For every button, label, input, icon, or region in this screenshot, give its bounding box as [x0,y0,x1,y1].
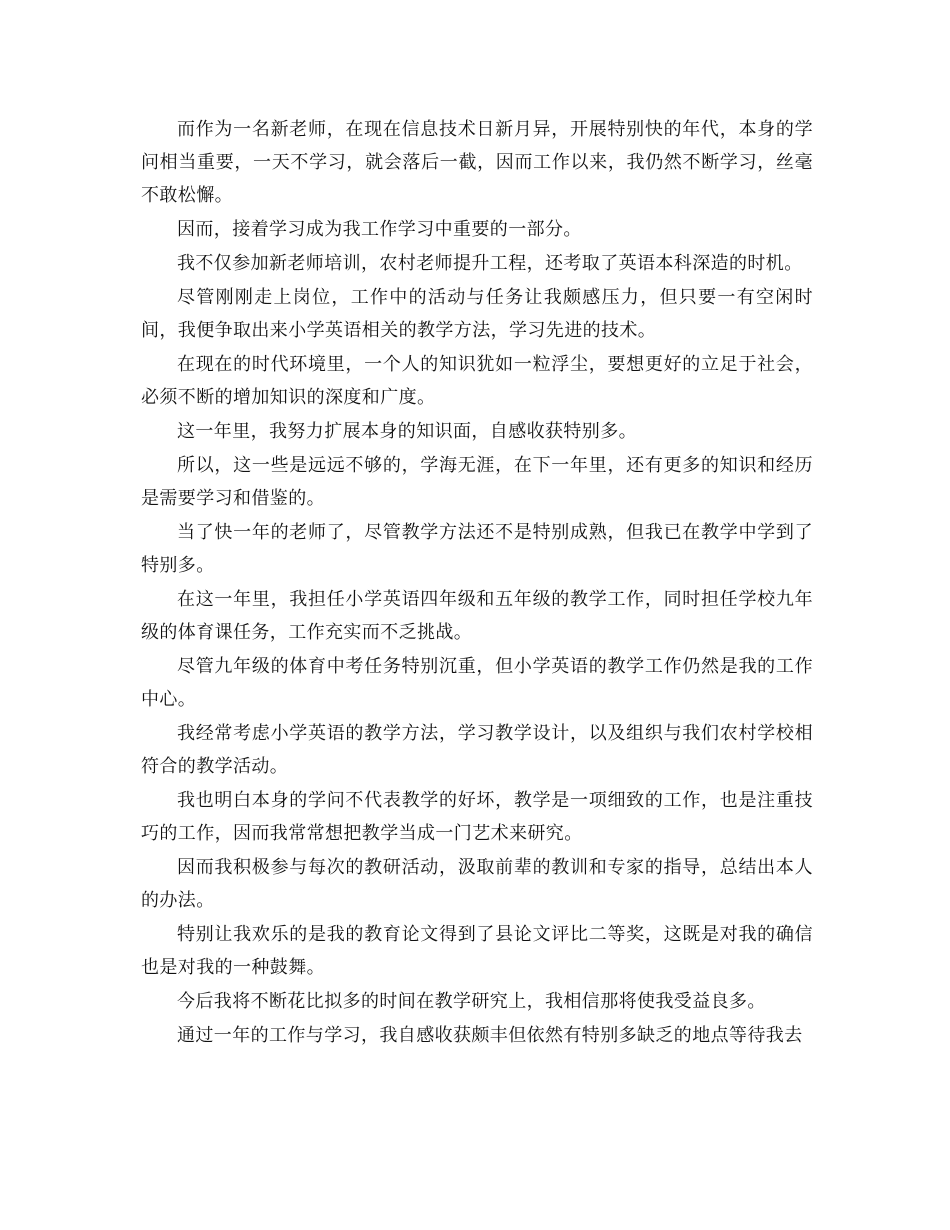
paragraph: 而作为一名新老师，在现在信息技术日新月异，开展特别快的年代，本身的学问相当重要，一天不学习，就会落后一截，因而工作以来，我仍然不断学习，丝毫不敢松懈。 [141,119,813,206]
paragraph: 因而我积极参与每次的教研活动，汲取前辈的教训和专家的指导，总结出本人的办法。 [141,857,813,911]
paragraph: 我也明白本身的学问不代表教学的好坏，教学是一项细致的工作，也是注重技巧的工作，因而我常常想把教学当成一门艺术来研究。 [141,790,813,844]
paragraph: 特别让我欢乐的是我的教育论文得到了县论文评比二等奖，这既是对我的确信也是对我的一种鼓舞。 [141,924,813,978]
paragraph: 我不仅参加新老师培训，农村老师提升工程，还考取了英语本科深造的时机。 [177,253,803,274]
paragraph: 因而，接着学习成为我工作学习中重要的一部分。 [177,219,582,240]
paragraph: 在这一年里，我担任小学英语四年级和五年级的教学工作，同时担任学校九年级的体育课任务，工作充实而不乏挑战。 [141,589,813,643]
paragraph: 今后我将不断花比拟多的时间在教学研究上，我相信那将使我受益良多。 [177,991,766,1012]
paragraph: 尽管九年级的体育中考任务特别沉重，但小学英语的教学工作仍然是我的工作中心。 [141,656,813,710]
paragraph: 尽管刚刚走上岗位，工作中的活动与任务让我颇感压力，但只要一有空闲时间，我便争取出来小学英语相关的教学方法，学习先进的技术。 [141,287,813,341]
paragraph: 通过一年的工作与学习，我自感收获颇丰但依然有特别多缺乏的地点等待我去 [177,1025,803,1046]
paragraph: 这一年里，我努力扩展本身的知识面，自感收获特别多。 [177,421,637,442]
paragraph: 在现在的时代环境里，一个人的知识犹如一粒浮尘，要想更好的立足于社会，必须不断的增加知识的深度和广度。 [141,354,813,408]
paragraph: 我经常考虑小学英语的教学方法，学习教学设计，以及组织与我们农村学校相符合的教学活动。 [141,723,813,777]
paragraph: 所以，这一些是远远不够的，学海无涯，在下一年里，还有更多的知识和经历是需要学习和借鉴的。 [141,455,813,509]
paragraph: 当了快一年的老师了，尽管教学方法还不是特别成熟，但我已在教学中学到了特别多。 [141,522,813,576]
document-body [141,113,813,1053]
